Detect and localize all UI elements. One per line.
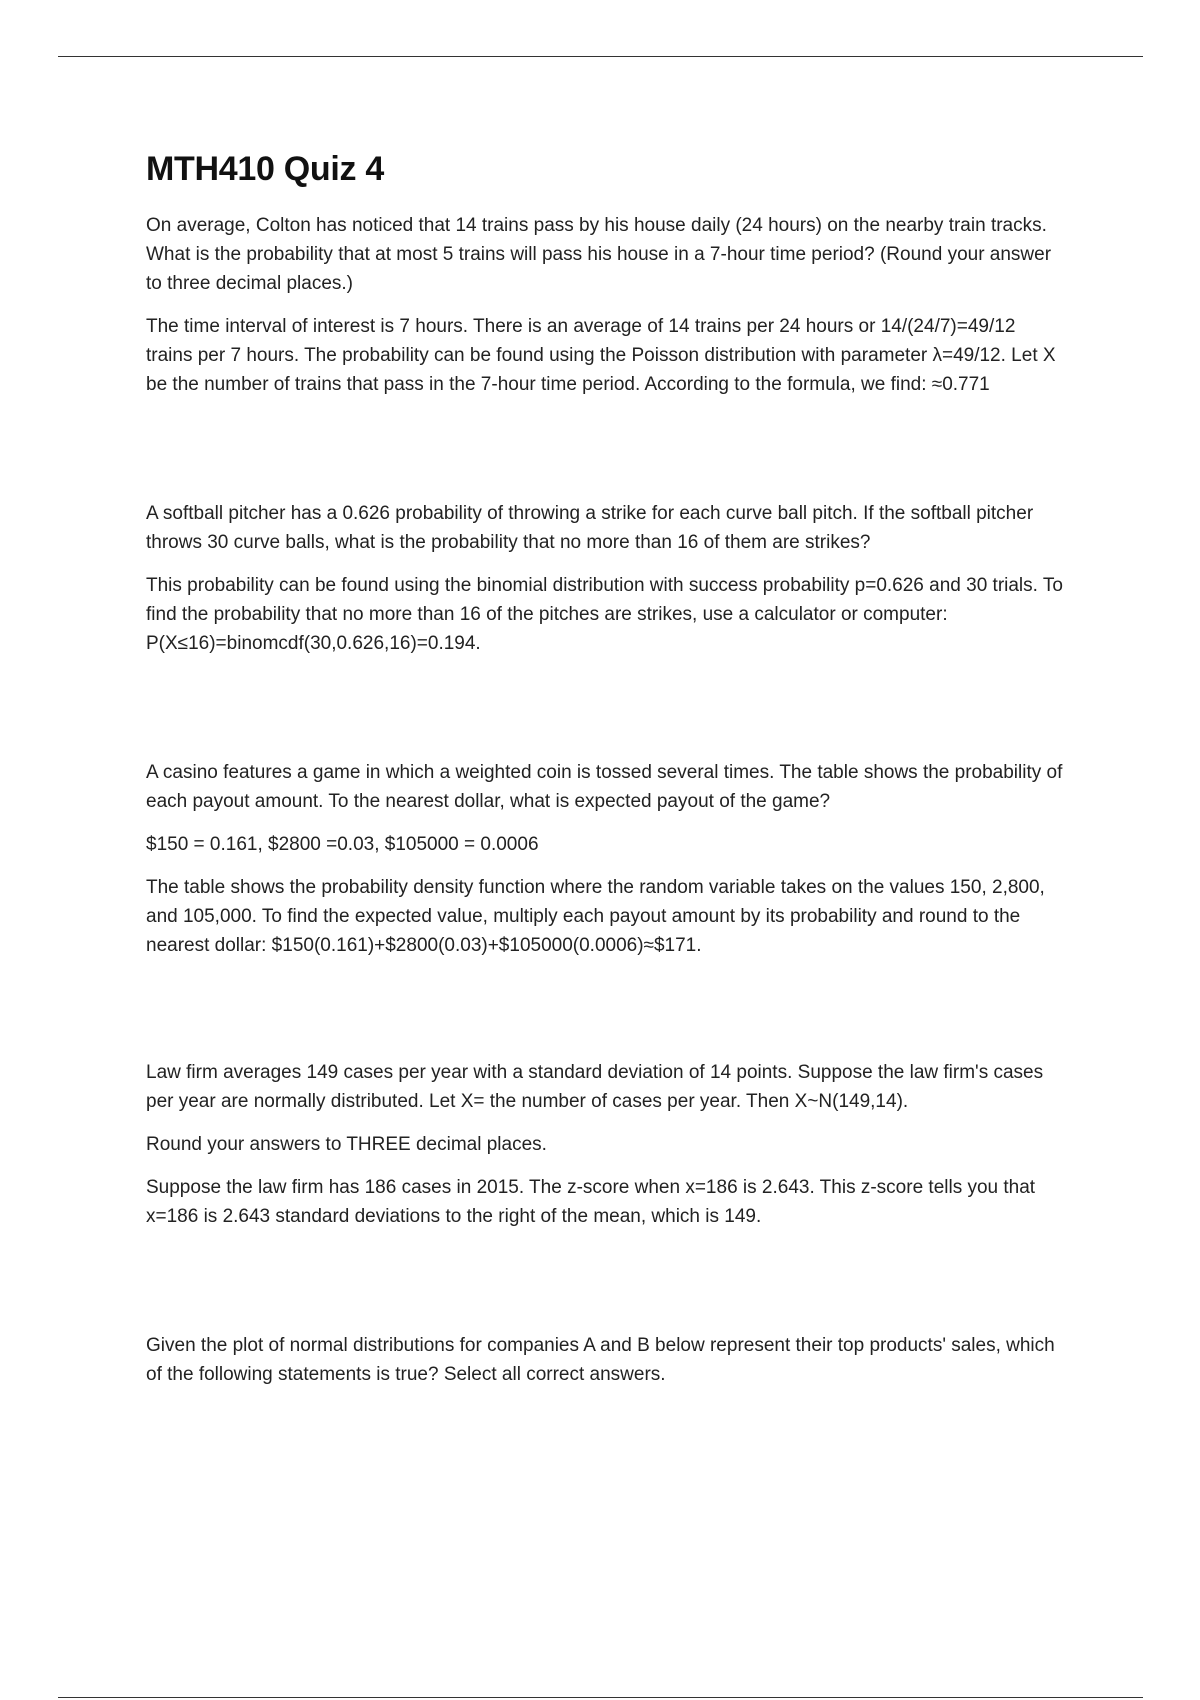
question-text: Given the plot of normal distributions for companies A and B below represent their top products' sales, which of the following statements is true? Select all correct answers.: [146, 1335, 1055, 1385]
spacer: [146, 1245, 1066, 1331]
spacer: [146, 672, 1066, 758]
answer-text: The table shows the probability density function where the random variable takes on the values 150, 2,800, and 105,000. To find the expected value, multiply each payout amount by its probability and round to the nearest dollar: $150(0.161)+$2800(0.03)+$105000(0.0006)≈$171.: [146, 877, 1045, 956]
spacer: [146, 413, 1066, 499]
question-text: Law firm averages 149 cases per year with a standard deviation of 14 points. Suppose the law firm's cases per year are normally distributed. Let X= the number of cases per year. Then X~N(149,14).: [146, 1062, 1044, 1112]
question-text: On average, Colton has noticed that 14 trains pass by his house daily (24 hours) on the nearby train tracks. What is the probability that at most 5 trains will pass his house in a 7-hour time period? (Round your answer to three decimal places.): [146, 215, 1052, 294]
answer-text: The time interval of interest is 7 hours. There is an average of 14 trains per 24 hours or 14/(24/7)=49/12 trains per 7 hours. The probability can be found using the Poisson distribution with parameter λ=49/12. Let X be the number of trains that pass in the 7-hour time period. According to the formula, we find: ≈0.771: [146, 316, 1056, 395]
payout-table-line: $150 = 0.161, $2800 =0.03, $105000 = 0.0006: [146, 834, 539, 855]
question-text: A casino features a game in which a weighted coin is tossed several times. The table shows the probability of each payout amount. To the nearest dollar, what is expected payout of the game?: [146, 762, 1063, 812]
answer-text: This probability can be found using the binomial distribution with success probability p=0.626 and 30 trials. To find the probability that no more than 16 of the pitches are strikes, use a calculator or computer: P(X≤16)=binomcdf(30,0.626,16)=0.194.: [146, 575, 1063, 654]
top-rule: [58, 56, 1143, 57]
question-block-5: [146, 1331, 1066, 1389]
question-text: A softball pitcher has a 0.626 probability of throwing a strike for each curve ball pitch. If the softball pitcher throws 30 curve balls, what is the probability that no more than 16 of them are strikes?: [146, 503, 1034, 553]
page-title: MTH410 Quiz 4: [146, 150, 384, 188]
question-block-4: [146, 1058, 1066, 1231]
bottom-rule: [58, 1697, 1143, 1698]
question-block-3: [146, 758, 1066, 960]
spacer: [146, 974, 1066, 1058]
question-block-1: [146, 211, 1066, 399]
question-block-2: [146, 499, 1066, 658]
answer-text: Suppose the law firm has 186 cases in 2015. The z-score when x=186 is 2.643. This z-score tells you that x=186 is 2.643 standard deviations to the right of the mean, which is 149.: [146, 1177, 1036, 1227]
instruction-text: Round your answers to THREE decimal places.: [146, 1134, 547, 1155]
document-body: [146, 150, 1066, 1403]
